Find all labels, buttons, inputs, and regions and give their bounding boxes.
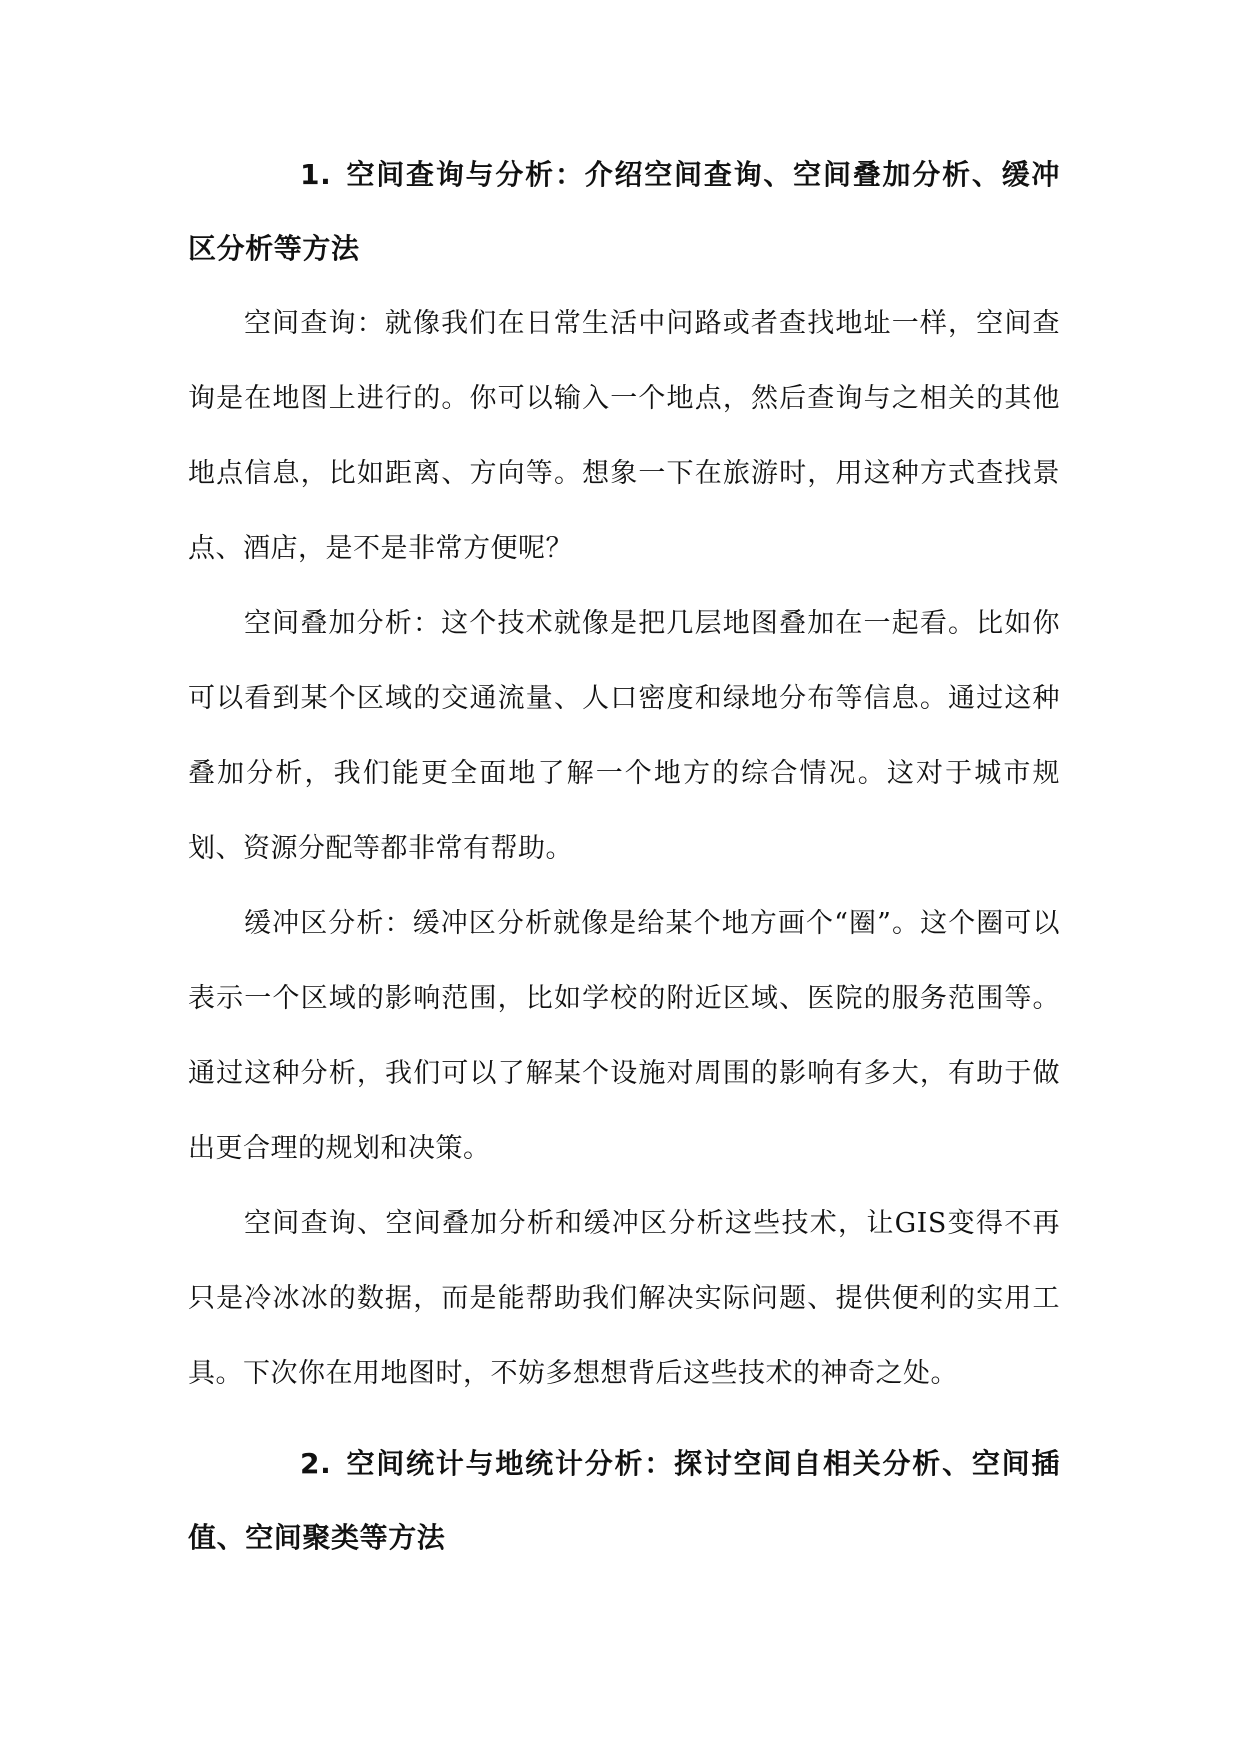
paragraph-summary: 空间查询、空间叠加分析和缓冲区分析这些技术，让GIS变得不再只是冷冰冰的数据，而是能帮助我们解决实际问题、提供便利的实用工具。下次你在用地图时，不妨多想想背后这些技术的神奇之处。	[188, 1208, 1060, 1389]
paragraph-spatial-query: 空间查询：就像我们在日常生活中问路或者查找地址一样，空间查询是在地图上进行的。你可以输入一个地点，然后查询与之相关的其他地点信息，比如距离、方向等。想象一下在旅游时，用这种方式查找景点、酒店，是不是非常方便呢？	[188, 308, 1060, 564]
section-1-title: 空间查询与分析：介绍空间查询、空间叠加分析、缓冲区分析等方法	[188, 158, 1060, 265]
section-2-heading	[188, 1427, 1060, 1575]
section-1-number: 1.	[300, 158, 332, 191]
section-1-heading	[188, 138, 1060, 286]
document-body	[188, 138, 1060, 1575]
section-2-title: 空间统计与地统计分析：探讨空间自相关分析、空间插值、空间聚类等方法	[188, 1447, 1060, 1554]
section-2-number: 2.	[300, 1447, 332, 1480]
paragraph-spatial-overlay: 空间叠加分析：这个技术就像是把几层地图叠加在一起看。比如你可以看到某个区域的交通流量、人口密度和绿地分布等信息。通过这种叠加分析，我们能更全面地了解一个地方的综合情况。这对于城市规划、资源分配等都非常有帮助。	[188, 608, 1060, 864]
section-spacer	[188, 1411, 1060, 1427]
paragraph-buffer-analysis: 缓冲区分析：缓冲区分析就像是给某个地方画个“圈”。这个圈可以表示一个区域的影响范围，比如学校的附近区域、医院的服务范围等。通过这种分析，我们可以了解某个设施对周围的影响有多大，有助于做出更合理的规划和决策。	[188, 908, 1060, 1164]
